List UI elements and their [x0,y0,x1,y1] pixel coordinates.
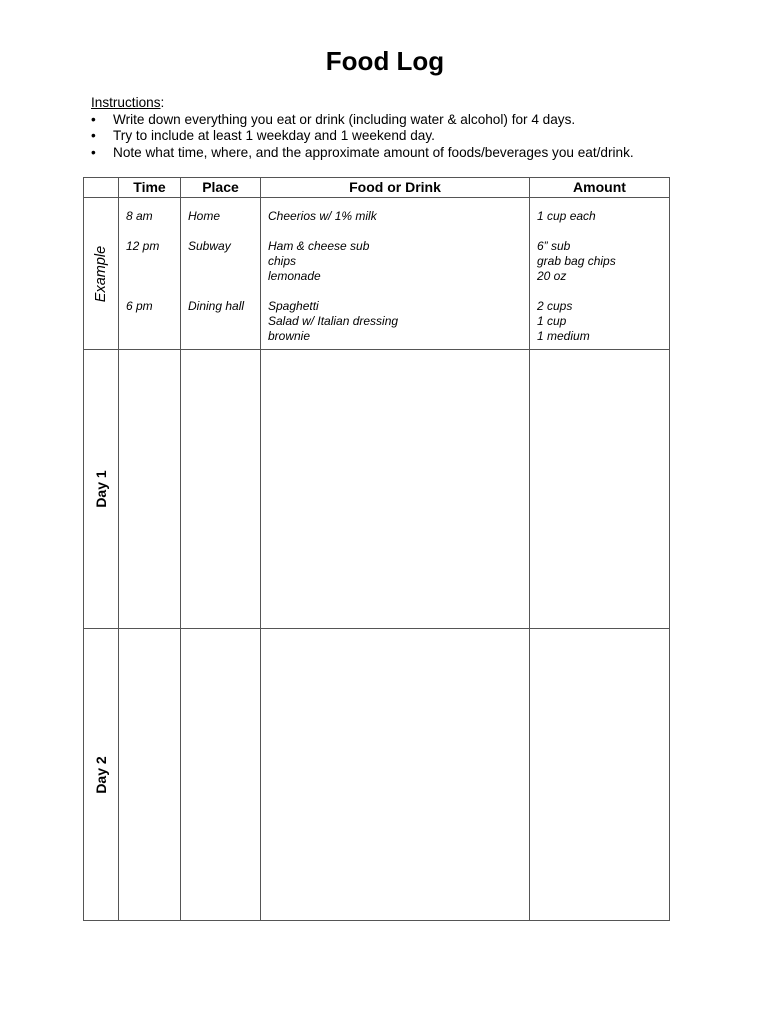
example-food: chips [268,254,297,268]
example-row [84,198,670,350]
example-place: Home [188,209,221,223]
example-time: 6 pm [126,299,153,313]
day1-food-cell[interactable] [261,350,530,629]
example-time: 12 pm [126,239,160,253]
header-food: Food or Drink [261,178,530,198]
example-label-cell [84,198,119,350]
header-place: Place [181,178,261,198]
example-food-group [268,209,529,224]
header-blank [84,178,119,198]
day2-label-cell [84,629,119,921]
example-food-group [268,239,529,284]
example-amount-group [537,209,669,224]
example-place: Subway [188,239,231,253]
example-food: Salad w/ Italian dressing [268,314,399,328]
example-amount-cell [530,198,670,350]
example-amount: 1 cup [537,314,567,328]
instruction-item: • Write down everything you eat or drink (including water & alcohol) for 4 days. [91,112,634,129]
example-amount: 1 cup each [537,209,596,223]
example-time-cell [119,198,181,350]
example-label: Example [93,245,109,302]
day2-food-cell[interactable] [261,629,530,921]
example-amount: 1 medium [537,329,590,343]
example-amount-group [537,299,669,344]
header-amount: Amount [530,178,670,198]
day2-place-cell[interactable] [181,629,261,921]
example-place: Dining hall [188,299,245,313]
day1-place-cell[interactable] [181,350,261,629]
example-amount: 6” sub [537,239,571,253]
header-row [84,178,670,198]
instructions: Instructions: • Write down everything you eat or drink (including water & alcohol) for 4 days. • Try to include at least 1 weekday and 1 weekend day. • Note what time, where, and the approximate amount of foods/beverages you eat/drink. [91,95,634,161]
instruction-item: • Note what time, where, and the approximate amount of foods/beverages you eat/drink. [91,145,634,162]
example-food: Cheerios w/ 1% milk [268,209,377,223]
example-food-group [268,299,529,344]
food-log-table [83,177,670,921]
day2-label: Day 2 [93,755,109,794]
example-amount: 2 cups [537,299,573,313]
page-title: Food Log [325,46,445,76]
day2-amount-cell[interactable] [530,629,670,921]
instruction-item: • Try to include at least 1 weekday and 1 weekend day. [91,128,634,145]
day1-amount-cell[interactable] [530,350,670,629]
example-food: Ham & cheese sub [268,239,370,253]
example-amount-group [537,239,669,284]
example-food: lemonade [268,269,321,283]
example-food: brownie [268,329,311,343]
day1-label: Day 1 [93,470,109,508]
example-place-cell [181,198,261,350]
header-time: Time [119,178,181,198]
day2-time-cell[interactable] [119,629,181,921]
day1-label-cell [84,350,119,629]
example-amount: 20 oz [537,269,567,283]
instructions-list [91,112,634,162]
example-amount: grab bag chips [537,254,616,268]
day2-row [84,629,670,921]
example-food-cell [261,198,530,350]
day1-time-cell[interactable] [119,350,181,629]
instructions-heading: Instructions [91,95,161,110]
day1-row [84,350,670,629]
example-time: 8 am [126,209,153,223]
example-food: Spaghetti [268,299,319,313]
